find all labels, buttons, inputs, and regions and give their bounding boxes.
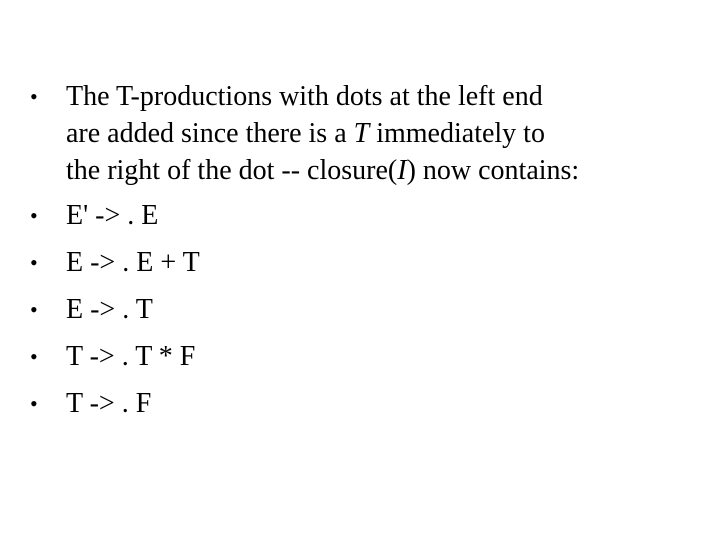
bullet-marker: • bbox=[30, 84, 38, 109]
production-text: T -> . F bbox=[66, 388, 152, 419]
bullet-marker: • bbox=[30, 344, 38, 369]
production-text: E -> . E + T bbox=[66, 247, 200, 278]
bullet-production-2 bbox=[28, 244, 688, 281]
intro-line-2-symbol: T bbox=[353, 118, 370, 149]
intro-line-2-a: are added since there is a bbox=[66, 118, 354, 149]
bullet-intro bbox=[28, 78, 688, 189]
bullet-marker: • bbox=[30, 391, 38, 416]
intro-line-2-c: immediately to bbox=[369, 118, 545, 149]
bullet-list bbox=[28, 78, 688, 432]
bullet-production-1 bbox=[28, 197, 688, 234]
intro-line-2 bbox=[66, 115, 688, 152]
bullet-production-5 bbox=[28, 385, 688, 422]
intro-line-3-c: ) now contains: bbox=[406, 155, 580, 186]
bullet-marker: • bbox=[30, 297, 38, 322]
bullet-marker: • bbox=[30, 250, 38, 275]
intro-line-1: The T-productions with dots at the left end bbox=[66, 81, 543, 112]
production-text: E -> . T bbox=[66, 294, 153, 325]
production-text: E' -> . E bbox=[66, 200, 159, 231]
production-text: T -> . T * F bbox=[66, 341, 196, 372]
intro-line-3 bbox=[66, 152, 688, 189]
intro-line-3-symbol: I bbox=[397, 155, 407, 186]
bullet-marker: • bbox=[30, 203, 38, 228]
intro-line-3-a: the right of the dot -- closure( bbox=[66, 155, 398, 186]
bullet-production-4 bbox=[28, 338, 688, 375]
bullet-production-3 bbox=[28, 291, 688, 328]
